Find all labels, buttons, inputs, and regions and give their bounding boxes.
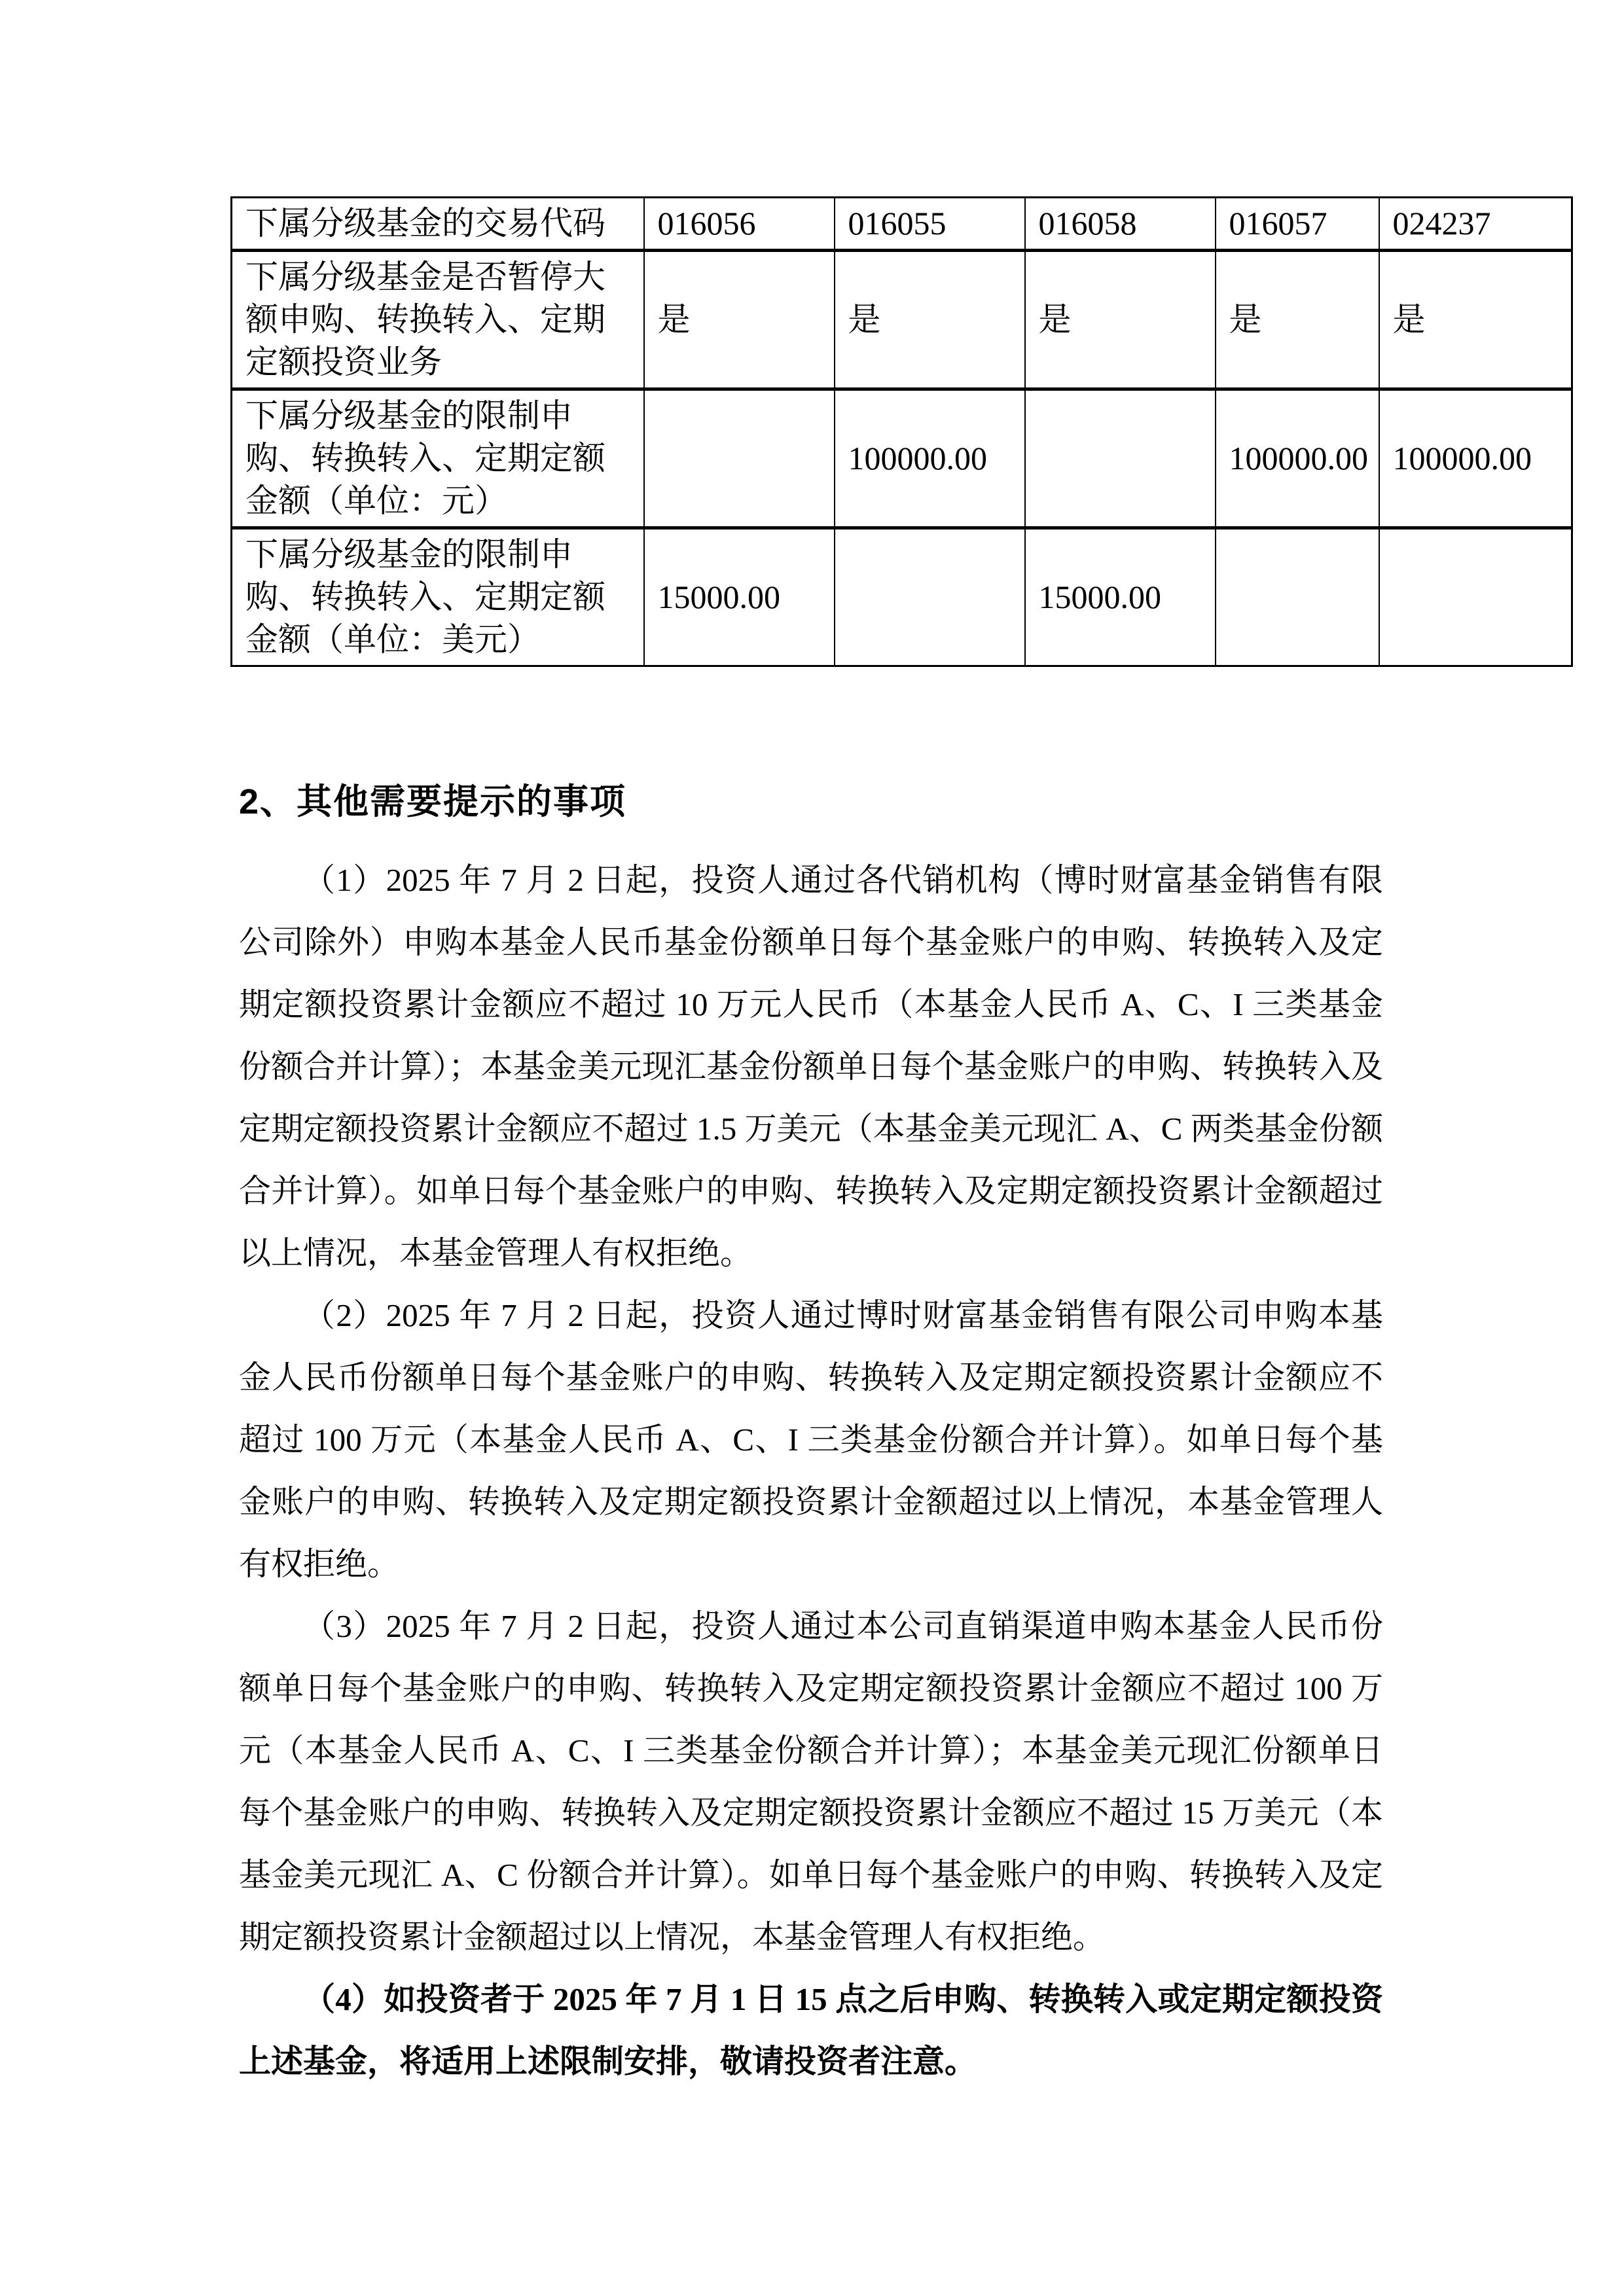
- row-value: [835, 528, 1025, 666]
- row-label: 下属分级基金的限制申购、转换转入、定期定额金额（单位：元）: [232, 389, 644, 528]
- table-row: [232, 528, 1572, 666]
- table-row: [232, 198, 1572, 251]
- notice-paragraph: （4）如投资者于 2025 年 7 月 1 日 15 点之后申购、转换转入或定期定额投资上述基金，将适用上述限制安排，敬请投资者注意。: [239, 1981, 1383, 2079]
- row-value: 是: [644, 251, 835, 389]
- table-row: [232, 251, 1572, 389]
- row-label: 下属分级基金是否暂停大额申购、转换转入、定期定额投资业务: [232, 251, 644, 389]
- row-value: 016056: [644, 198, 835, 251]
- row-value: 是: [1216, 251, 1379, 389]
- row-value: 15000.00: [644, 528, 835, 666]
- row-value: 016055: [835, 198, 1025, 251]
- row-label: 下属分级基金的限制申购、转换转入、定期定额金额（单位：美元）: [232, 528, 644, 666]
- row-value: [1379, 528, 1572, 666]
- fund-limits-table: [230, 196, 1573, 667]
- row-value: 100000.00: [1379, 389, 1572, 528]
- row-value: [1216, 528, 1379, 666]
- table-row: [232, 389, 1572, 528]
- row-value: 016057: [1216, 198, 1379, 251]
- row-label: 下属分级基金的交易代码: [232, 198, 644, 251]
- notice-paragraphs: [239, 849, 1383, 2092]
- notice-paragraph: （1）2025 年 7 月 2 日起，投资人通过各代销机构（博时财富基金销售有限公司除外）申购本基金人民币基金份额单日每个基金账户的申购、转换转入及定期定额投资累计金额应不超过 10 万元人民币（本基金人民币 A、C、I 三类基金份额合并计算）；本基金美元现汇基金份额单日每个基金账户的申购、转换转入及定期定额投资累计金额应不超过 1.5 万美元（本基金美元现汇 A、C 两类基金份额合并计算）。如单日每个基金账户的申购、转换转入及定期定额投资累计金额超过以上情况，本基金管理人有权拒绝。: [239, 862, 1383, 1271]
- row-value: [1025, 389, 1216, 528]
- fund-limits-table-wrap: [230, 196, 1571, 667]
- row-value: [644, 389, 835, 528]
- row-value: 016058: [1025, 198, 1216, 251]
- row-value: 是: [835, 251, 1025, 389]
- notice-paragraph: （2）2025 年 7 月 2 日起，投资人通过博时财富基金销售有限公司申购本基金人民币份额单日每个基金账户的申购、转换转入及定期定额投资累计金额应不超过 100 万元（本基金人民币 A、C、I 三类基金份额合并计算）。如单日每个基金账户的申购、转换转入及定期定额投资累计金额超过以上情况，本基金管理人有权拒绝。: [239, 1297, 1383, 1582]
- row-value: 100000.00: [1216, 389, 1379, 528]
- row-value: 024237: [1379, 198, 1572, 251]
- notice-paragraph: （3）2025 年 7 月 2 日起，投资人通过本公司直销渠道申购本基金人民币份额单日每个基金账户的申购、转换转入及定期定额投资累计金额应不超过 100 万元（本基金人民币 A、C、I 三类基金份额合并计算）；本基金美元现汇份额单日每个基金账户的申购、转换转入及定期定额投资累计金额应不超过 15 万美元（本基金美元现汇 A、C 份额合并计算）。如单日每个基金账户的申购、转换转入及定期定额投资累计金额超过以上情况，本基金管理人有权拒绝。: [239, 1608, 1383, 1955]
- section-heading: 2、其他需要提示的事项: [239, 782, 627, 821]
- row-value: 是: [1379, 251, 1572, 389]
- row-value: 是: [1025, 251, 1216, 389]
- row-value: 15000.00: [1025, 528, 1216, 666]
- row-value: 100000.00: [835, 389, 1025, 528]
